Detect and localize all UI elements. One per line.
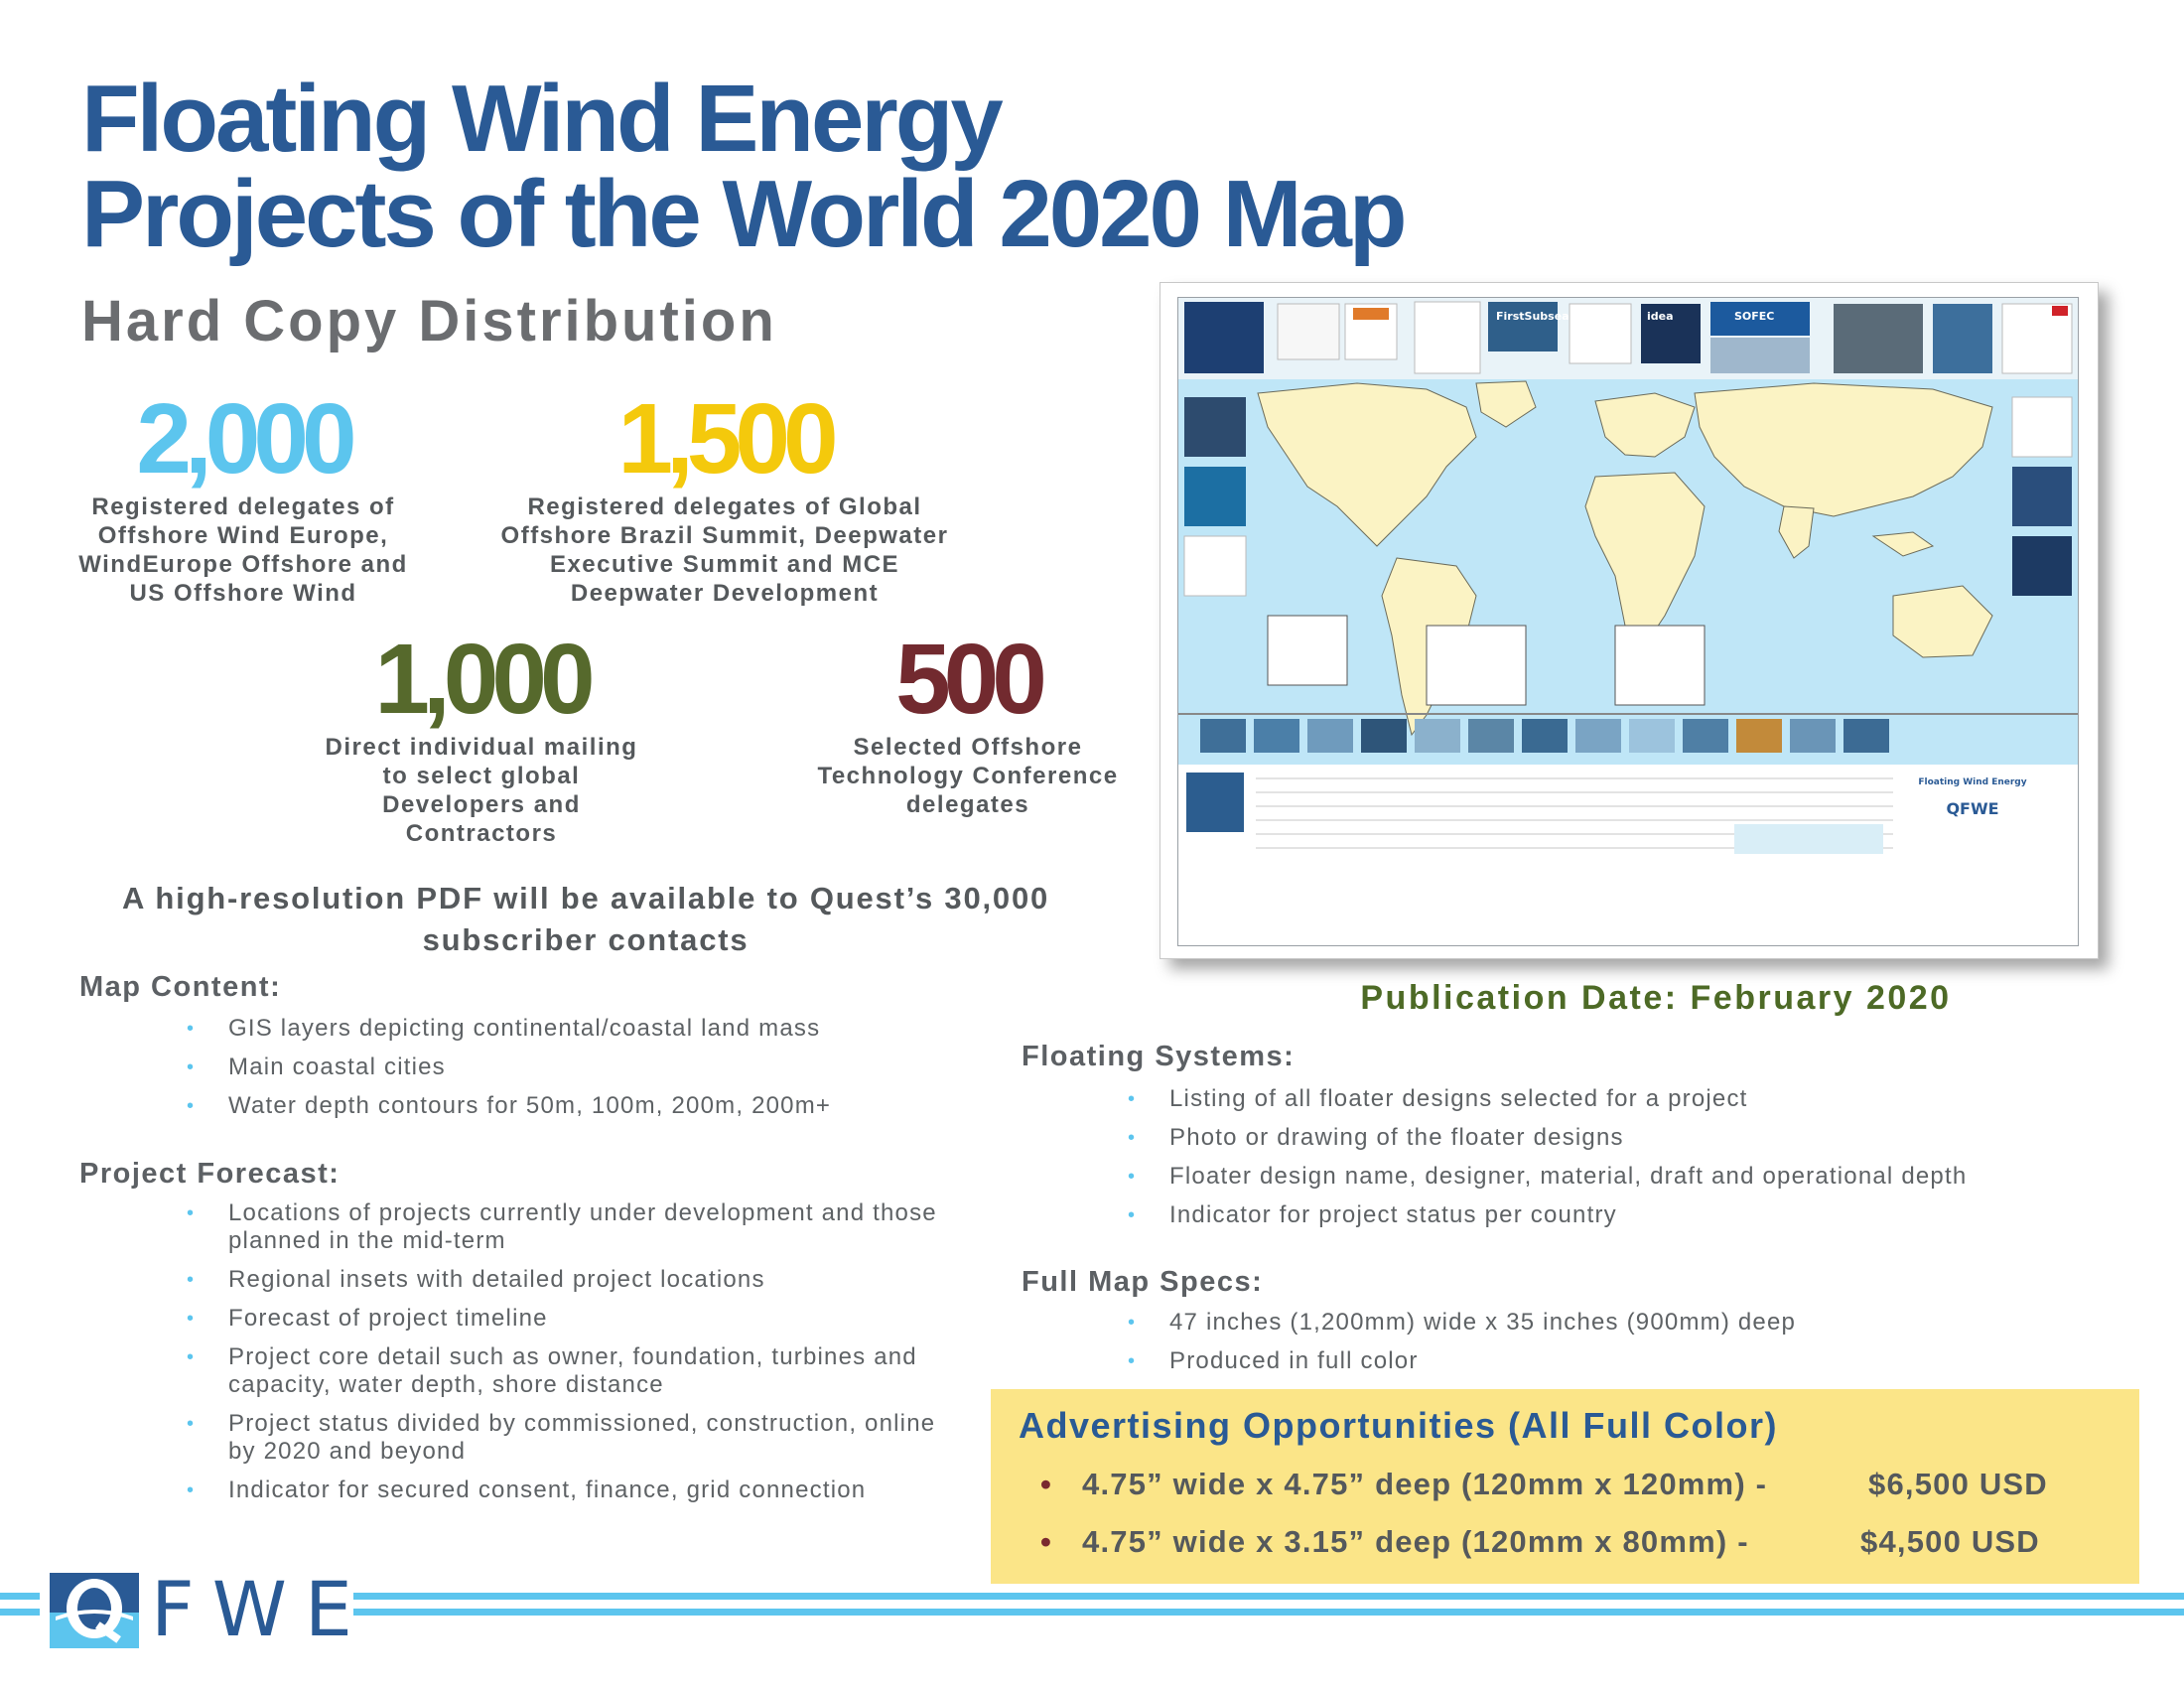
stat-number: 2,000 — [136, 383, 350, 494]
footer-line — [0, 1609, 40, 1616]
list-item: • Floater design name, designer, material, draft and operational depth — [1128, 1163, 1968, 1190]
logo-text: FWE — [151, 1565, 370, 1653]
list-item: • Produced in full color — [1128, 1347, 1419, 1374]
bullet-icon: • — [187, 1056, 196, 1078]
map-banner-text: FirstSubsea — [1496, 310, 1570, 323]
qfwe-logo — [50, 1565, 370, 1653]
footer-line — [0, 1593, 40, 1600]
bullet-icon: • — [187, 1202, 196, 1224]
ad-size: 4.75” wide x 3.15” deep (120mm x 80mm) - — [1082, 1524, 1749, 1559]
bullet-icon: • — [1040, 1524, 1053, 1559]
bullet-icon: • — [1128, 1127, 1137, 1149]
stat-number: 1,000 — [374, 624, 589, 735]
footer-line — [353, 1609, 2184, 1616]
list-item: • Water depth contours for 50m, 100m, 200m, 200m+ — [187, 1092, 832, 1119]
list-item: • Forecast of project timeline — [187, 1305, 548, 1332]
bullet-icon: • — [1040, 1467, 1053, 1501]
list-item: • Locations of projects currently under development and those planned in the mid-term — [187, 1199, 937, 1254]
bullet-icon: • — [187, 1308, 196, 1330]
advertising-heading: Advertising Opportunities (All Full Color) — [1019, 1405, 1778, 1446]
stat-description: Selected Offshore Technology Conference delegates — [817, 734, 1119, 818]
bullet-icon: • — [187, 1479, 196, 1501]
stat-description: Registered delegates of Offshore Wind Europe, WindEurope Offshore and US Offshore Wind — [78, 493, 408, 607]
list-item: • Project status divided by commissioned, construction, online by 2020 and beyond — [187, 1410, 936, 1465]
map-footer-logo: QFWE — [1946, 799, 1999, 818]
stat-1000 — [318, 624, 645, 848]
stat-500 — [809, 624, 1127, 819]
stat-description: Direct individual mailing to select global Developers and Contractors — [325, 734, 638, 847]
title-line-2: Projects of the World 2020 Map — [81, 161, 1405, 267]
ad-price: $4,500 USD — [1860, 1524, 2040, 1559]
map-banner-text: idea — [1647, 310, 1674, 323]
world-map-graphic — [1178, 298, 2078, 945]
bullet-icon: • — [1128, 1166, 1137, 1188]
floating-systems-list — [1128, 1085, 2142, 1240]
page-title — [81, 66, 1570, 267]
stat-1500 — [481, 383, 968, 608]
full-map-specs-heading: Full Map Specs: — [1022, 1266, 1264, 1298]
map-content-heading: Map Content: — [79, 971, 282, 1003]
floating-systems-heading: Floating Systems: — [1022, 1041, 1296, 1072]
publication-date: Publication Date: February 2020 — [1360, 979, 1952, 1017]
stat-2000 — [60, 383, 427, 608]
ad-option — [1040, 1524, 2040, 1560]
bullet-icon: • — [187, 1095, 196, 1117]
title-line-1: Floating Wind Energy — [81, 66, 1001, 172]
map-preview-inner — [1177, 297, 2079, 946]
ad-size: 4.75” wide x 4.75” deep (120mm x 120mm) - — [1082, 1467, 1768, 1501]
bullet-icon: • — [1128, 1312, 1137, 1334]
map-banner-text: SOFEC — [1734, 310, 1775, 323]
bullet-icon: • — [187, 1346, 196, 1368]
stat-description: Registered delegates of Global Offshore Brazil Summit, Deepwater Executive Summit and MCE Deepwater Development — [500, 493, 949, 607]
stat-number: 1,500 — [617, 383, 832, 494]
bullet-icon: • — [187, 1269, 196, 1291]
pdf-availability-note: A high-resolution PDF will be available to Quest’s 30,000 subscriber contacts — [121, 881, 1050, 957]
bullet-icon: • — [1128, 1204, 1137, 1226]
bullet-icon: • — [1128, 1350, 1137, 1372]
list-item: • Indicator for project status per country — [1128, 1201, 1617, 1228]
full-map-specs-list — [1128, 1309, 2142, 1386]
ad-option — [1040, 1467, 2048, 1502]
map-preview-image — [1160, 282, 2099, 959]
footer-line — [353, 1593, 2184, 1600]
map-content-list — [187, 1015, 983, 1131]
stat-number: 500 — [895, 624, 1040, 735]
q-logo-icon — [50, 1573, 139, 1648]
list-item: • Main coastal cities — [187, 1054, 446, 1080]
list-item: • 47 inches (1,200mm) wide x 35 inches (900mm) deep — [1128, 1309, 1797, 1336]
list-item: • Regional insets with detailed project locations — [187, 1266, 765, 1293]
list-item: • Listing of all floater designs selected for a project — [1128, 1085, 1748, 1112]
bullet-icon: • — [187, 1018, 196, 1040]
map-footer-title: Floating Wind Energy — [1918, 777, 2027, 787]
list-item: • Project core detail such as owner, foundation, turbines and capacity, water depth, shore distance — [187, 1343, 917, 1398]
list-item: • Indicator for secured consent, finance, grid connection — [187, 1477, 867, 1503]
bullet-icon: • — [1128, 1088, 1137, 1110]
list-item: • Photo or drawing of the floater designs — [1128, 1124, 1624, 1151]
subtitle: Hard Copy Distribution — [81, 289, 777, 353]
list-item: • GIS layers depicting continental/coastal land mass — [187, 1015, 821, 1042]
project-forecast-list — [187, 1199, 953, 1515]
ad-price: $6,500 USD — [1868, 1467, 2048, 1501]
bullet-icon: • — [187, 1413, 196, 1435]
advertising-box — [991, 1389, 2139, 1584]
project-forecast-heading: Project Forecast: — [79, 1158, 341, 1190]
